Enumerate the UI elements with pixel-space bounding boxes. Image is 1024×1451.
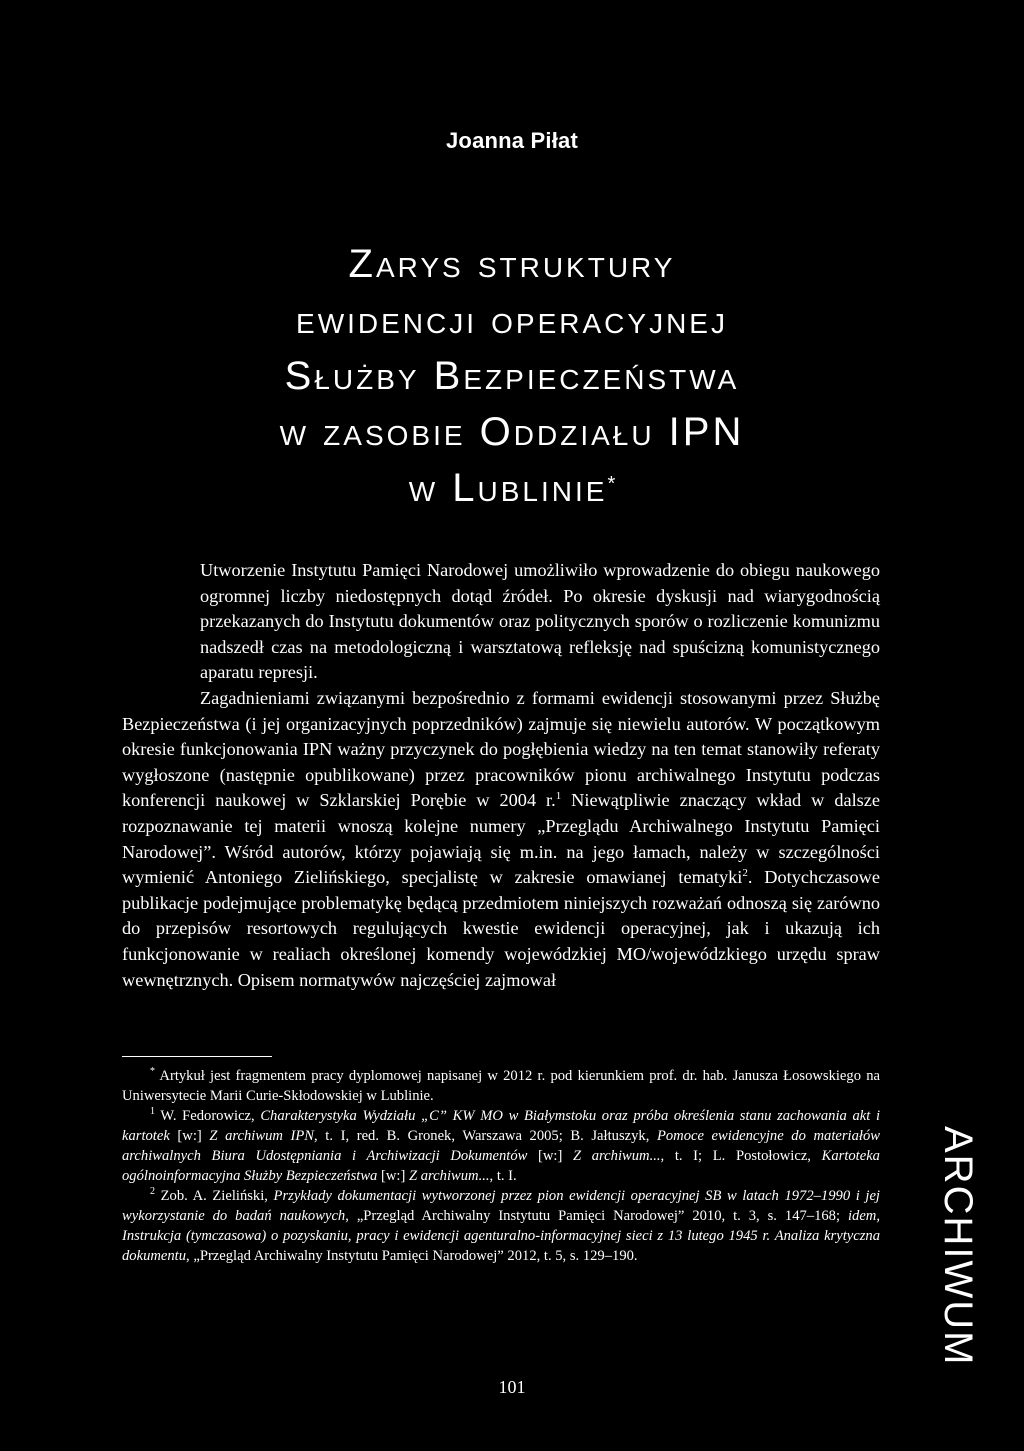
footnote-2 bbox=[122, 1186, 880, 1266]
footnote-text: [w:] bbox=[377, 1168, 409, 1184]
body-text bbox=[122, 558, 880, 993]
title-footnote-marker[interactable]: * bbox=[607, 473, 616, 495]
footnote-title: idem, Instrukcja (tymczasowa) o pozyskaniu, pracy i ewidencji agenturalno-informacyjnej sieci z 13 lutego 1945 r. Analiza krytyczna dokumentu bbox=[122, 1208, 880, 1264]
footnote-text: [w:] bbox=[527, 1148, 573, 1164]
paragraph-text: Niewątpliwie znaczący wkład w dalsze rozpoznawanie tej materii wnoszą kolejne numery „Przeglądu Archiwalnego Instytutu Pamięci Narodowej”. Wśród autorów, którzy pojawiają się m.in. na jego łamach, należy w szczególności wymienić Antoniego Zielińskiego, specjalistę w zakresie omawianej tematyki bbox=[122, 790, 880, 888]
footnote-title: Pomoce ewidencyjne do materiałów archiwalnych Biura Udostępniania i Archiwizacji Dokumentów bbox=[122, 1128, 880, 1164]
footnote-marker: 1 bbox=[150, 1106, 155, 1118]
footnotes bbox=[122, 1066, 880, 1266]
footnote-text: Artykuł jest fragmentem pracy dyplomowej napisanej w 2012 r. pod kierunkiem prof. dr. hab. Janusza Łosowskiego na Uniwersytecie Marii Curie-Skłodowskiej w Lublinie. bbox=[122, 1068, 881, 1104]
paragraph-text: . Dotychczasowe publikacje podejmujące problematykę będącą przedmiotem niniejszych rozważań odnoszą się zarówno do przepisów resortowych regulujących kwestie ewidencji operacyjnej, jak i ukazują ich funkcjonowanie w realiach określonej komendy wojewódzkiej MO/wojewódzkiego urzędu spraw wewnętrznych. Opisem normatywów najczęściej zajmował bbox=[122, 867, 880, 990]
footnote-marker: * bbox=[150, 1066, 155, 1078]
footnote-text: , „Przegląd Archiwalny Instytutu Pamięci Narodowej” 2010, t. 3, s. 147–168; bbox=[345, 1208, 848, 1224]
footnote-text: Zob. A. Zieliński, bbox=[160, 1188, 274, 1204]
footnote-title: Kartoteka ogólnoinformacyjna Służby Bezpieczeństwa bbox=[122, 1148, 880, 1184]
body-paragraph bbox=[122, 686, 880, 993]
footnote-title: Z archiwum IPN bbox=[209, 1128, 315, 1144]
footnote-divider bbox=[122, 1056, 272, 1057]
footnote-marker: 2 bbox=[150, 1186, 155, 1198]
article-title bbox=[0, 236, 1024, 516]
footnote-text: , t. I. bbox=[489, 1168, 517, 1184]
footnote-text: , t. I, red. B. Gronek, Warszawa 2005; B. Jałtuszyk, bbox=[314, 1128, 657, 1144]
footnote-title: Przykłady dokumentacji wytworzonej przez pion ewidencji operacyjnej SB w latach 1972–1990 i jej wykorzystanie do badań naukowych bbox=[122, 1188, 880, 1224]
footnote-star bbox=[122, 1066, 880, 1106]
journal-side-label: ARCHIWUM bbox=[936, 1126, 980, 1367]
title-line: ewidencji operacyjnej bbox=[296, 298, 728, 342]
footnote-ref-1[interactable]: 1 bbox=[555, 790, 562, 803]
footnote-ref-2[interactable]: 2 bbox=[742, 867, 748, 880]
footnote-title: Charakterystyka Wydziału „C” KW MO w Białymstoku oraz próba określenia stanu zachowania akt i kartotek bbox=[122, 1108, 880, 1144]
footnote-text: , t. I; L. Postołowicz, bbox=[660, 1148, 822, 1164]
page-number: 101 bbox=[498, 1377, 526, 1397]
title-line: Służby Bezpieczeństwa bbox=[284, 354, 740, 398]
title-line-text: w Lublinie bbox=[408, 466, 608, 510]
title-line: w zasobie Oddziału IPN bbox=[279, 410, 745, 454]
body-paragraph: Utworzenie Instytutu Pamięci Narodowej umożliwiło wprowadzenie do obiegu naukowego ogromnej liczby niedostępnych dotąd źródeł. Po okresie dyskusji nad wiarygodnością przekazanych do Instytutu dokumentów oraz politycznych sporów o rozliczenie komunizmu nadszedł czas na metodologiczną i warsztatową refleksję nad spuścizną komunistycznego aparatu represji. bbox=[200, 560, 880, 683]
footnote-1 bbox=[122, 1106, 880, 1186]
title-line: Zarys struktury bbox=[348, 242, 676, 286]
footnote-text: , „Przegląd Archiwalny Instytutu Pamięci Narodowej” 2012, t. 5, s. 129–190. bbox=[186, 1248, 638, 1264]
paragraph-text: Zagadnieniami związanymi bezpośrednio z formami ewidencji stosowanymi przez Służbę Bezpieczeństwa (i jej organizacyjnych poprzedników) zajmuje się niewielu autorów. W początkowym okresie funkcjonowania IPN ważny przyczynek do pogłębienia wiedzy na ten temat stanowiły referaty wygłoszone (następnie opublikowane) przez pracowników pionu archiwalnego Instytutu podczas konferencji naukowej w Szklarskiej Porębie w 2004 r. bbox=[122, 687, 880, 811]
footnote-text: [w:] bbox=[169, 1128, 210, 1144]
title-line-last bbox=[0, 460, 1024, 516]
article-author: Joanna Piłat bbox=[446, 128, 578, 153]
footnote-title: Z archiwum... bbox=[408, 1168, 490, 1184]
footnote-text: W. Fedorowicz, bbox=[160, 1108, 261, 1124]
footnote-title: Z archiwum... bbox=[572, 1148, 661, 1164]
